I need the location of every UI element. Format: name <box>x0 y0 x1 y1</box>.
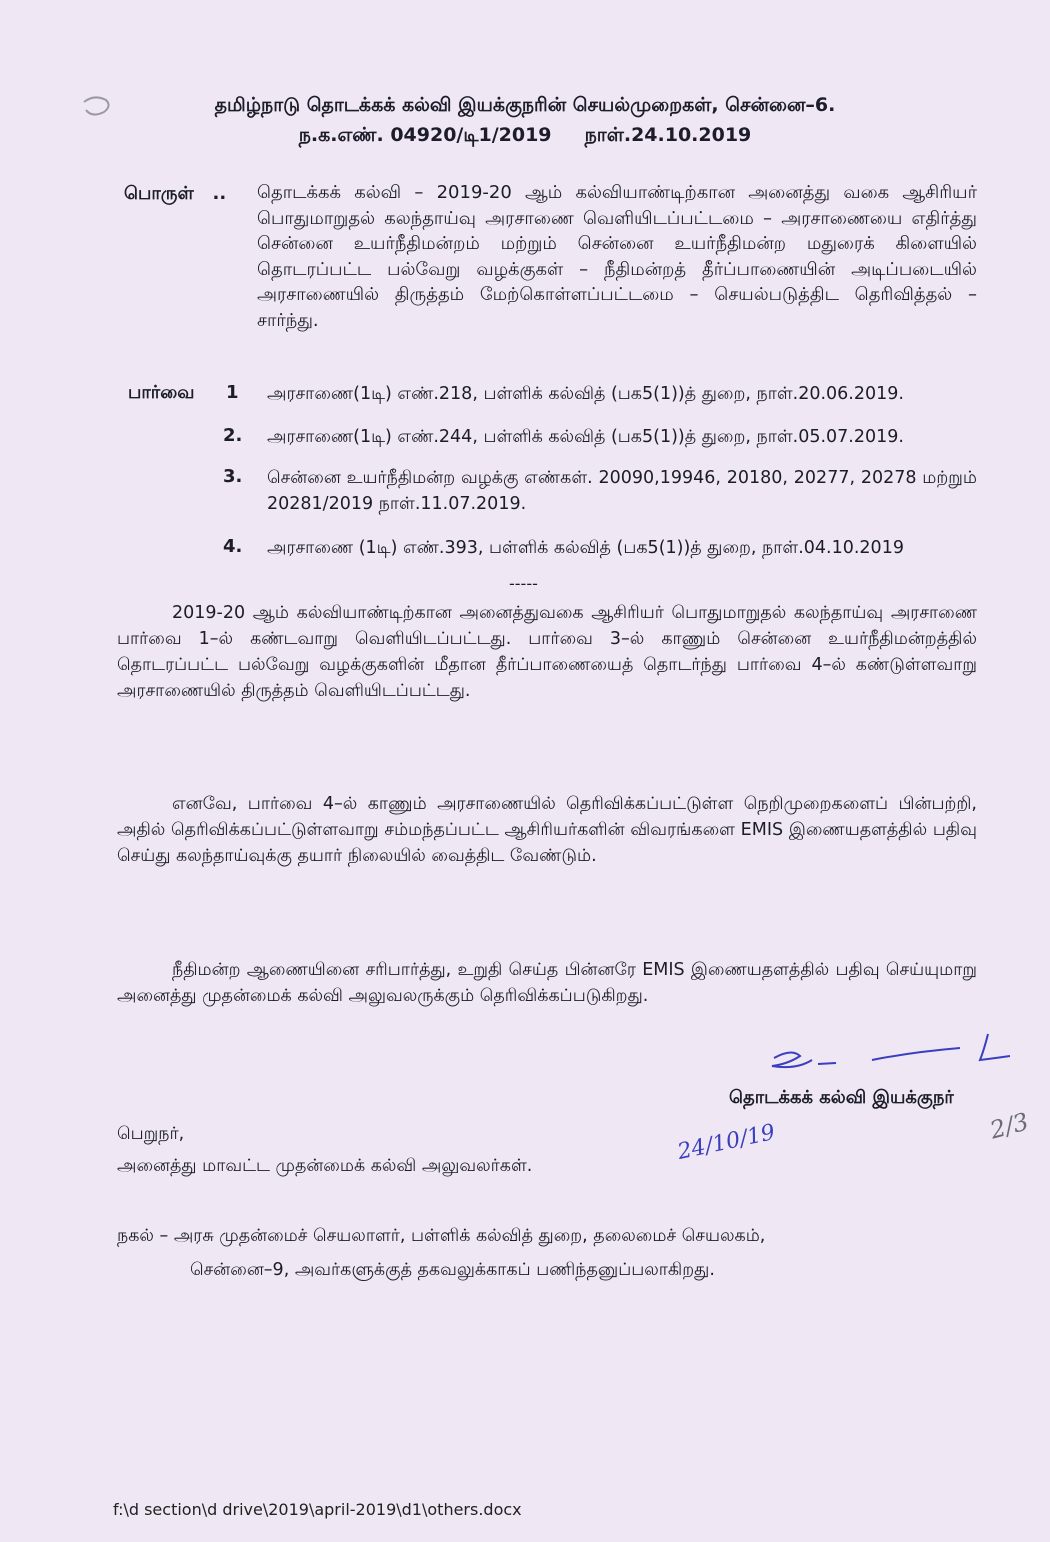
subject-label: பொருள் .. <box>124 183 227 204</box>
handwritten-page-note: 2/3 <box>987 1107 1032 1145</box>
reference-label: பார்வை <box>128 382 195 403</box>
reference-number: 3. <box>223 466 243 487</box>
header-line-1: தமிழ்நாடு தொடக்கக் கல்வி இயக்குநரின் செயல்முறைகள், சென்னை–6. <box>214 94 836 116</box>
body-paragraph-3 <box>117 957 977 1009</box>
paragraph-text: 2019-20 ஆம் கல்வியாண்டிற்கான அனைத்துவகை ஆசிரியர் பொதுமாறுதல் கலந்தாய்வு அரசாணை பார்வை 1–ல் கண்டவாறு வெளியிடப்பட்டது. பார்வை 3–ல் காணும் சென்னை உயர்நீதிமன்றத்தில் தொடரப்பட்ட பல்வேறு வழக்குகளின் மீதான தீர்ப்பாணையைத் தொடர்ந்து பார்வை 4–ல் கண்டுள்ளவாறு அரசாணையில் திருத்தம் வெளியிடப்பட்டது. <box>117 603 977 701</box>
separator: ----- <box>509 574 538 593</box>
paragraph-text: நீதிமன்ற ஆணையினை சரிபார்த்து, உறுதி செய்த பின்னரே EMIS இணையதளத்தில் பதிவு செய்யுமாறு அனைத்து முதன்மைக் கல்வி அலுவலருக்கும் தெரிவிக்கப்படுகிறது. <box>117 960 977 1006</box>
copy-line-2: சென்னை–9, அவர்களுக்குத் தகவலுக்காகப் பணிந்தனுப்பலாகிறது. <box>190 1260 715 1280</box>
recipient-label: பெறுநர், <box>117 1124 185 1144</box>
paragraph-text: எனவே, பார்வை 4–ல் காணும் அரசாணையில் தெரிவிக்கப்பட்டுள்ள நெறிமுறைகளைப் பின்பற்றி, அதில் தெரிவிக்கப்பட்டுள்ளவாறு சம்மந்தப்பட்ட ஆசிரியர்களின் விவரங்களை EMIS இணையதளத்தில் பதிவு செய்து கலந்தாய்வுக்கு தயார் நிலையில் வைத்திட வேண்டும். <box>117 794 977 866</box>
header-line-2: ந.க.எண். 04920/டி1/2019 நாள்.24.10.2019 <box>298 124 752 146</box>
body-paragraph-1 <box>117 600 977 704</box>
signature-title: தொடக்கக் கல்வி இயக்குநர் <box>729 1087 954 1108</box>
reference-number: 1 <box>226 382 239 403</box>
reference-item: சென்னை உயர்நீதிமன்ற வழக்கு எண்கள். 20090,19946, 20180, 20277, 20278 மற்றும் 20281/2019 நாள்.11.07.2019. <box>267 468 977 514</box>
copy-line-1: நகல் – அரசு முதன்மைச் செயலாளர், பள்ளிக் கல்வித் துறை, தலைமைச் செயலகம், <box>117 1226 766 1246</box>
recipient-name: அனைத்து மாவட்ட முதன்மைக் கல்வி அலுவலர்கள். <box>117 1156 533 1176</box>
reference-item: அரசாணை (1டி) எண்.393, பள்ளிக் கல்வித் (பக5(1))த் துறை, நாள்.04.10.2019 <box>267 538 904 558</box>
reference-number: 4. <box>223 536 243 557</box>
reference-item: அரசாணை(1டி) எண்.218, பள்ளிக் கல்வித் (பக5(1))த் துறை, நாள்.20.06.2019. <box>267 384 904 404</box>
handwritten-date: 24/10/19 <box>675 1120 778 1165</box>
signature-scribble-icon <box>752 1030 1032 1090</box>
body-paragraph-2 <box>117 791 977 869</box>
reference-number: 2. <box>223 425 243 446</box>
footer-file-path: f:\d section\d drive\2019\april-2019\d1\others.docx <box>113 1500 522 1519</box>
reference-item: அரசாணை(1டி) எண்.244, பள்ளிக் கல்வித் (பக5(1))த் துறை, நாள்.05.07.2019. <box>267 427 904 447</box>
subject-text: தொடக்கக் கல்வி – 2019-20 ஆம் கல்வியாண்டிற்கான அனைத்து வகை ஆசிரியர் பொதுமாறுதல் கலந்தாய்வு அரசாணை வெளியிடப்பட்டமை – அரசாணையை எதிர்த்து சென்னை உயர்நீதிமன்றம் மற்றும் சென்னை உயர்நீதிமன்ற மதுரைக் கிளையில் தொடரப்பட்ட பல்வேறு வழக்குகள் – நீதிமன்றத் தீர்ப்பாணையின் அடிப்படையில் அரசாணையில் திருத்தம் மேற்கொள்ளப்பட்டமை – செயல்படுத்திட தெரிவித்தல் – சார்ந்து. <box>257 182 977 331</box>
